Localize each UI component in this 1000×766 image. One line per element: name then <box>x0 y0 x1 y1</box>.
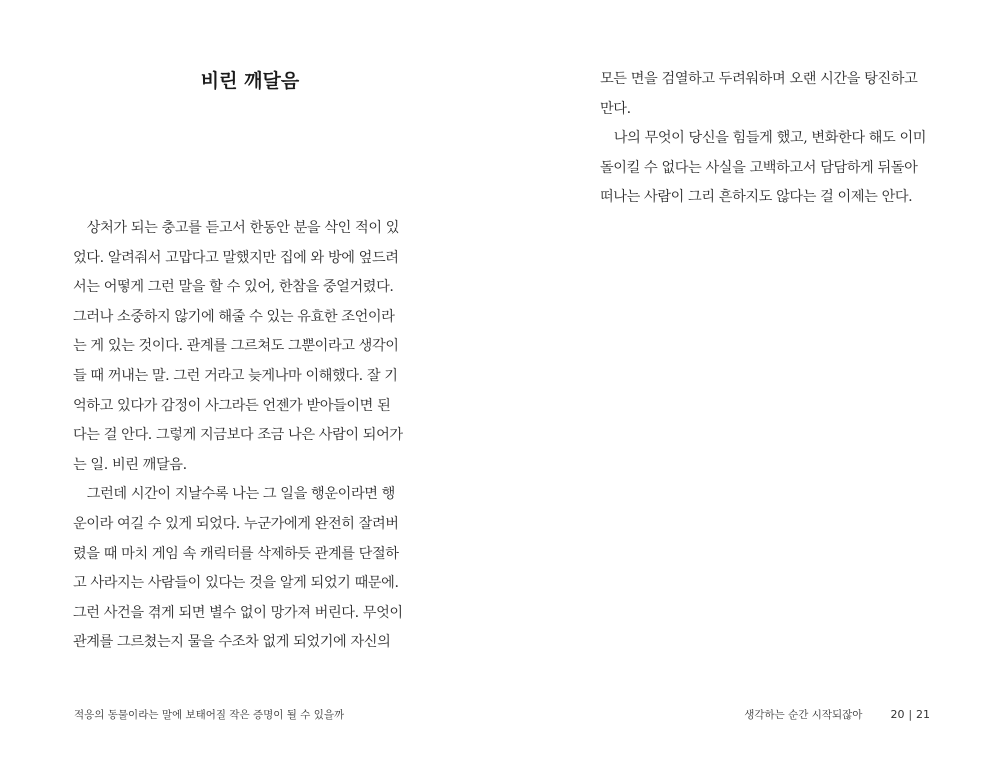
text-line: 었다. 알려줘서 고맙다고 말했지만 집에 와 방에 엎드려 <box>73 249 399 266</box>
text-line: 는 게 있는 것이다. 관계를 그르쳐도 그뿐이라고 생각이 <box>73 338 399 355</box>
text-line: 들 때 꺼내는 말. 그런 거라고 늦게나마 이해했다. 잘 기 <box>73 367 398 384</box>
text-line: 떠나는 사람이 그리 흔하지도 않다는 걸 이제는 안다. <box>600 189 913 206</box>
right-body-text <box>600 65 932 213</box>
text-line: 관계를 그르쳤는지 물을 수조차 없게 되었기에 자신의 <box>73 634 391 651</box>
text-line: 억하고 있다가 감정이 사그라든 언젠가 받아들이면 된 <box>73 397 391 414</box>
text-line: 그러나 소중하지 않기에 해줄 수 있는 유효한 조언이라 <box>73 308 395 325</box>
text-line: 는 일. 비린 깨달음. <box>73 456 187 473</box>
text-line: 고 사라지는 사람들이 있다는 것을 알게 되었기 때문에. <box>73 575 399 592</box>
right-page-number: 21 <box>916 708 930 721</box>
text-line: 다는 걸 안다. 그렇게 지금보다 조금 나은 사람이 되어가 <box>73 427 403 444</box>
text-line: 모든 면을 검열하고 두려워하며 오랜 시간을 탕진하고 <box>600 71 918 87</box>
text-line: 나의 무엇이 당신을 힘들게 했고, 변화한다 해도 이미 <box>600 130 927 147</box>
text-line: 렸을 때 마치 게임 속 캐릭터를 삭제하듯 관계를 단절하 <box>73 545 399 562</box>
left-body-text <box>73 214 405 658</box>
text-line: 상처가 되는 충고를 듣고서 한동안 분을 삭인 적이 있 <box>73 220 400 236</box>
text-line: 그런데 시간이 지날수록 나는 그 일을 행운이라면 행 <box>73 486 395 503</box>
right-page <box>500 0 1000 766</box>
right-footer-title: 생각하는 순간 시작되잖아 <box>744 709 863 721</box>
text-line: 돌이킬 수 없다는 사실을 고백하고서 담담하게 뒤돌아 <box>600 159 918 176</box>
left-running-footer: 적응의 동물이라는 말에 보태어질 작은 증명이 될 수 있을까 <box>74 709 345 721</box>
text-line: 그런 사건을 겪게 되면 별수 없이 망가져 버린다. 무엇이 <box>73 604 403 621</box>
left-page-number: 20 <box>890 708 905 721</box>
text-line: 만다. <box>600 100 631 117</box>
text-line: 서는 어떻게 그런 말을 할 수 있어, 한참을 중얼거렸다. <box>73 279 394 296</box>
page-number-separator: | <box>908 709 912 721</box>
text-line: 운이라 여길 수 있게 되었다. 누군가에게 완전히 잘려버 <box>73 515 399 532</box>
right-running-footer <box>744 707 930 722</box>
chapter-title: 비린 깨달음 <box>200 70 300 92</box>
